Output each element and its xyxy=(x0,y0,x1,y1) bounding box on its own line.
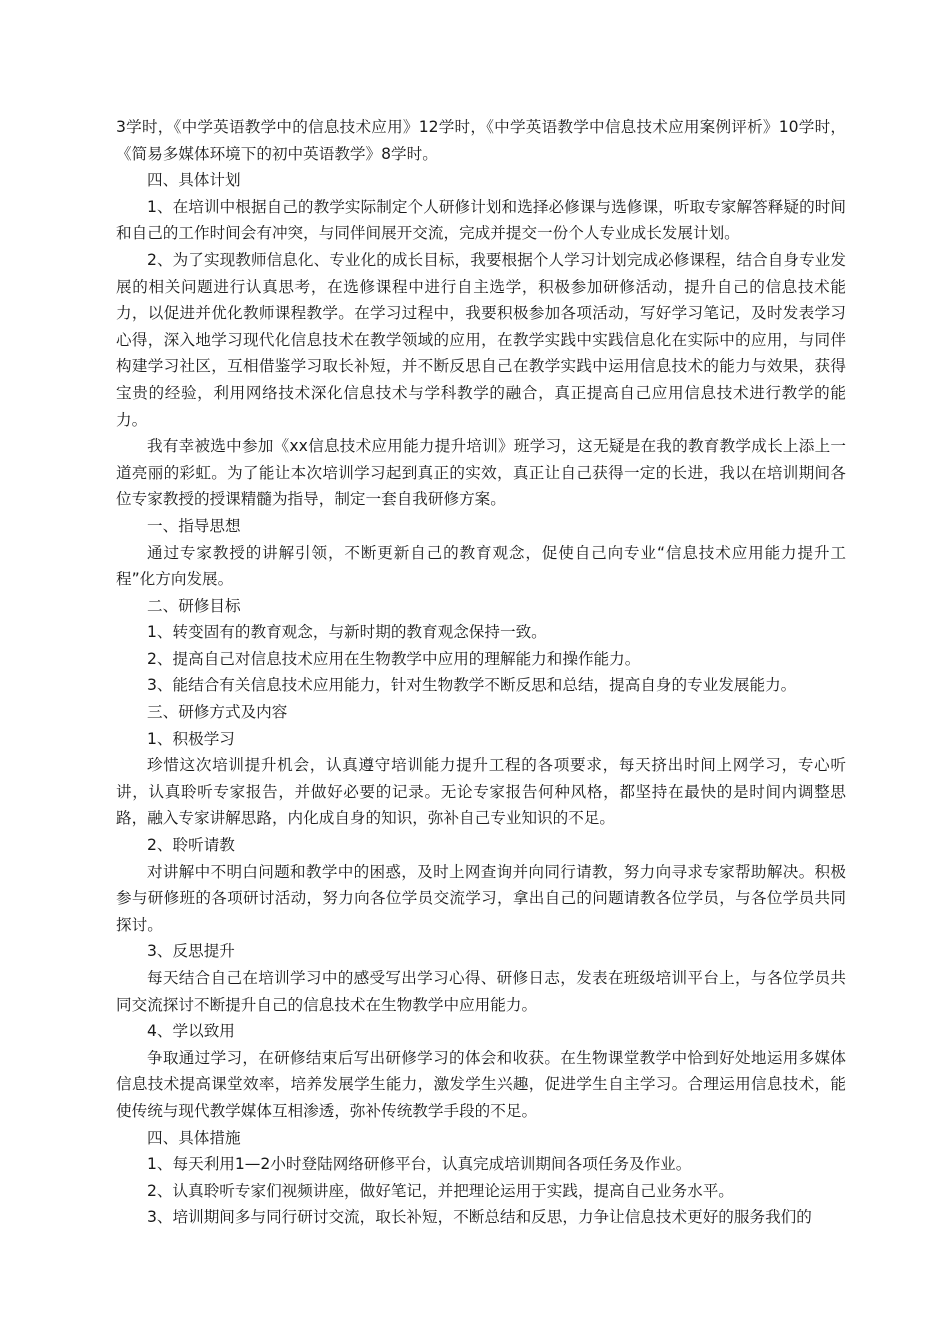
list-item: 1、每天利用1—2小时登陆网络研修平台，认真完成培训期间各项任务及作业。 xyxy=(147,1155,692,1174)
section-heading: 三、研修方式及内容 xyxy=(147,703,288,722)
section-heading: 一、指导思想 xyxy=(147,516,241,535)
paragraph: 通过专家教授的讲解引领，不断更新自己的教育观念，促使自己向专业“信息技术应用能力提升工程”化方向发展。 xyxy=(116,543,846,589)
list-item: 3、培训期间多与同行研讨交流，取长补短，不断总结和反思，力争让信息技术更好的服务我们的 xyxy=(147,1208,812,1227)
paragraph: 2、为了实现教师信息化、专业化的成长目标，我要根据个人学习计划完成必修课程，结合自身专业发展的相关问题进行认真思考，在选修课程中进行自主选学，积极参加研修活动，提升自己的信息技术能力，以促进并优化教师课程教学。在学习过程中，我要积极参加各项活动，写好学习笔记，及时发表学习心得，深入地学习现代化信息技术在教学领域的应用，在教学实践中实践信息化在实际中的应用，与同伴构建学习社区，互相借鉴学习取长补短，并不断反思自己在教学实践中运用信息技术的能力与效果，获得宝贵的经验，利用网络技术深化信息技术与学科教学的融合，真正提高自己应用信息技术进行教学的能力。 xyxy=(116,250,846,429)
paragraph: 每天结合自己在培训学习中的感受写出学习心得、研修日志，发表在班级培训平台上，与各位学员共同交流探讨不断提升自己的信息技术在生物教学中应用能力。 xyxy=(116,969,846,1014)
paragraph: 对讲解中不明白问题和教学中的困惑，及时上网查询并向同行请教，努力向寻求专家帮助解决。积极参与研修班的各项研讨活动，努力向各位学员交流学习，拿出自己的问题请教各位学员，与各位学员共同探讨。 xyxy=(116,862,846,934)
list-item: 3、能结合有关信息技术应用能力，针对生物教学不断反思和总结，提高自身的专业发展能力。 xyxy=(147,676,797,695)
list-item: 1、转变固有的教育观念，与新时期的教育观念保持一致。 xyxy=(147,623,547,642)
list-item: 2、认真聆听专家们视频讲座，做好笔记，并把理论运用于实践，提高自己业务水平。 xyxy=(147,1181,734,1200)
section-heading: 四、具体措施 xyxy=(147,1128,241,1147)
subsection-heading: 2、聆听请教 xyxy=(147,836,235,855)
paragraph: 珍惜这次培训提升机会，认真遵守培训能力提升工程的各项要求，每天挤出时间上网学习，专心听讲，认真聆听专家报告，并做好必要的记录。无论专家报告何种风格，都坚持在最快的是时间内调整思路，融入专家讲解思路，内化成自身的知识，弥补自己专业知识的不足。 xyxy=(116,756,846,828)
list-item: 2、提高自己对信息技术应用在生物教学中应用的理解能力和操作能力。 xyxy=(147,649,641,668)
subsection-heading: 1、积极学习 xyxy=(147,729,235,748)
section-heading: 四、具体计划 xyxy=(147,171,241,190)
subsection-heading: 4、学以致用 xyxy=(147,1022,235,1041)
paragraph: 争取通过学习，在研修结束后写出研修学习的体会和收获。在生物课堂教学中恰到好处地运用多媒体信息技术提高课堂效率，培养发展学生能力，激发学生兴趣，促进学生自主学习。合理运用信息技术，能使传统与现代教学媒体互相渗透，弥补传统教学手段的不足。 xyxy=(116,1048,846,1120)
subsection-heading: 3、反思提升 xyxy=(147,942,235,961)
document-body xyxy=(116,114,846,1231)
paragraph: 1、在培训中根据自己的教学实际制定个人研修计划和选择必修课与选修课，听取专家解答释疑的时间和自己的工作时间会有冲突，与同伴间展开交流，完成并提交一份个人专业成长发展计划。 xyxy=(116,197,846,243)
paragraph: 3学时，《中学英语教学中的信息技术应用》12学时，《中学英语教学中信息技术应用案例评析》10学时，《简易多媒体环境下的初中英语教学》8学时。 xyxy=(116,118,846,163)
paragraph: 我有幸被选中参加《xx信息技术应用能力提升培训》班学习，这无疑是在我的教育教学成长上添上一道亮丽的彩虹。为了能让本次培训学习起到真正的实效，真正让自己获得一定的长进，我以在培训期间各位专家教授的授课精髓为指导，制定一套自我研修方案。 xyxy=(116,437,846,509)
section-heading: 二、研修目标 xyxy=(147,596,241,615)
